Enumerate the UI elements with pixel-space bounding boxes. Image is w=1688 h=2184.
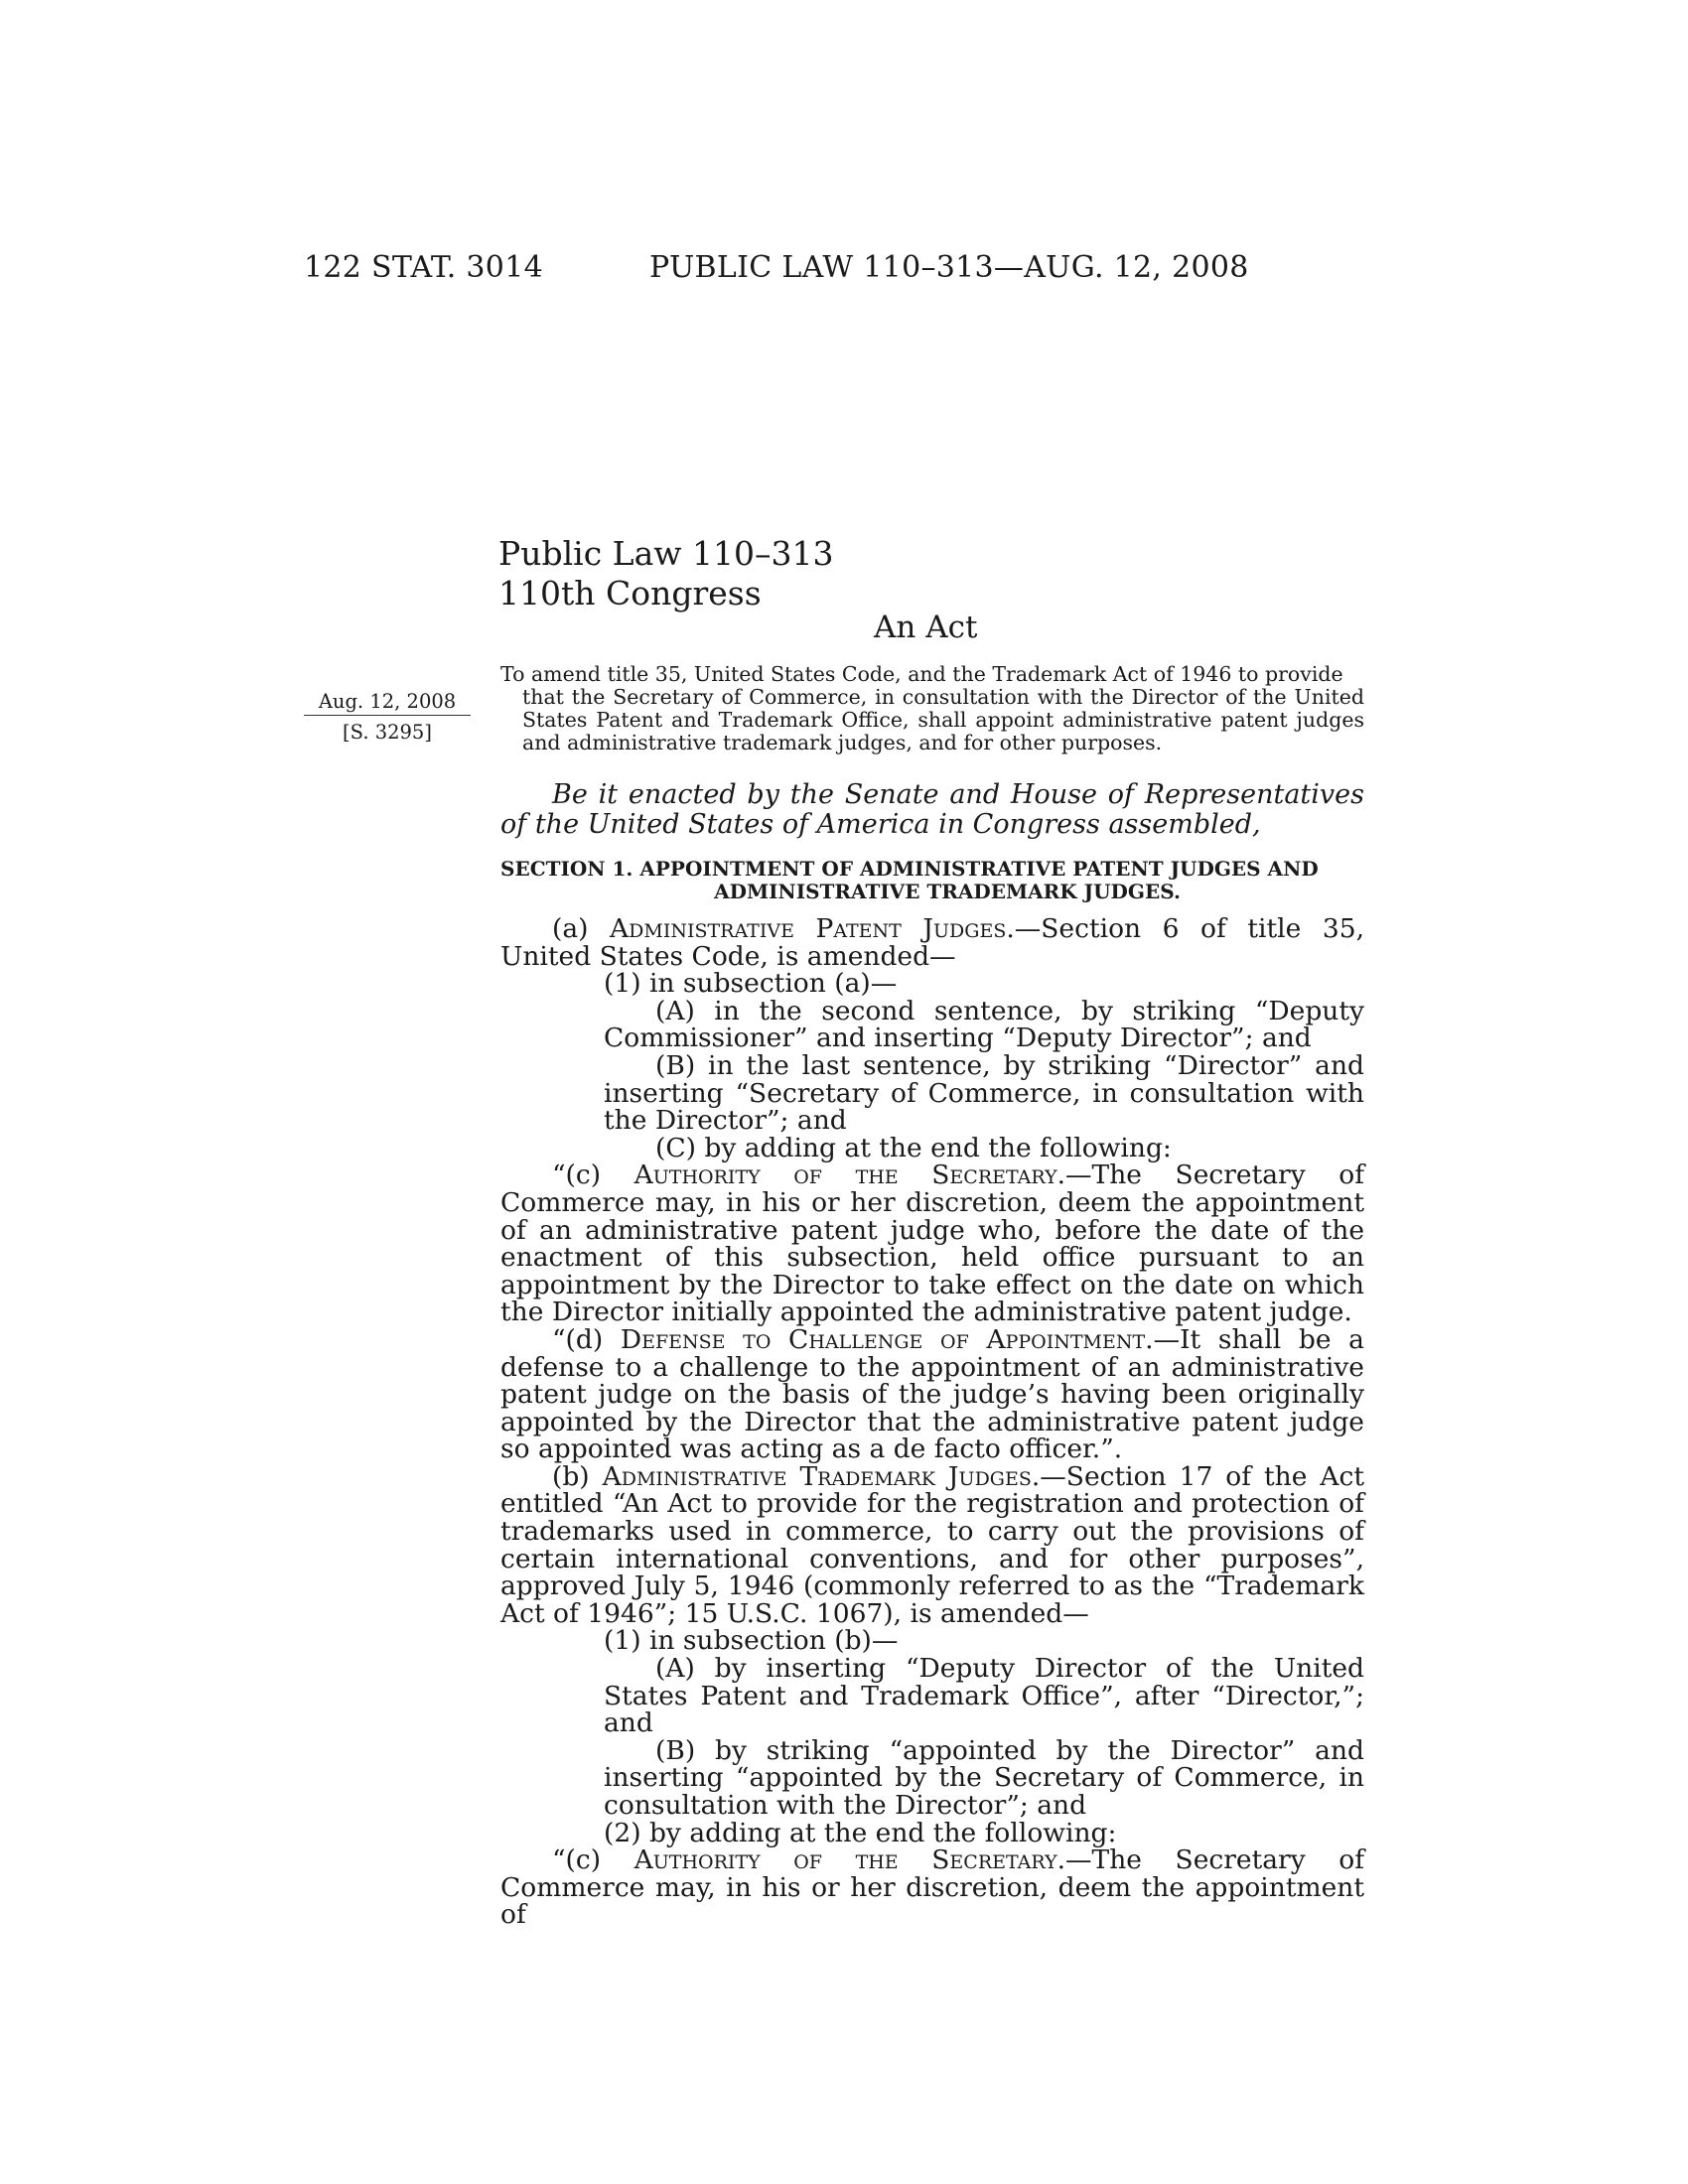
quoted-subsection-c: “(c) Authority of the Secretary.—The Secretary of Commerce may, in his or her discretion, deem the appointment of an administrative patent judge who, before the date of the enactment of this subsection, held office pursuant to an appointment by the Director to take effect on the date on which the Director initially appointed the administrative patent judge. [500,1160,1365,1328]
paragraph-a1: (1) in subsection (a)— [604,968,898,1000]
purpose-clause [500,663,1364,754]
section-body [500,915,1364,1929]
subsection-heading: Authority of the Secretary [633,1160,1057,1191]
quoted-subsection-d: “(d) Defense to Challenge of Appointment.—It shall be a defense to a challenge to the appointment of an administrative patent judge on the basis of the judge’s having been originally appointed by the Director that the administrative patent judge so appointed was acting as a de facto officer.”. [500,1323,1364,1465]
subsection-heading: Authority of the Secretary [633,1844,1057,1876]
margin-date: Aug. 12, 2008 [304,690,471,716]
page-number-stat: 122 STAT. 3014 [304,250,543,285]
public-law-number: Public Law 110–313 [498,534,834,573]
section-heading [500,858,1364,903]
clause-b1A: (A) by inserting “Deputy Director of the United States Patent and Trademark Office”, after “Director,”; and [604,1653,1364,1739]
margin-bill-number: [S. 3295] [343,721,432,744]
clause-a1C: (C) by adding at the end the following: [655,1132,1172,1163]
paragraph-b2: (2) by adding at the end the following: [604,1817,1117,1848]
purpose-continuation: that the Secretary of Commerce, in consultation with the Director of the United States Patent and Trademark Office, shall appoint administrative patent judges and administrative trademark judges, and for other purposes. [522,685,1364,754]
subsection-a: (a) Administrative Patent Judges.—Section 6 of title 35, United States Code, is amended— [500,913,1365,972]
subsection-heading: Administrative Patent Judges [610,913,1007,944]
running-header: PUBLIC LAW 110–313—AUG. 12, 2008 [649,250,1249,285]
subsection-b: (b) Administrative Trademark Judges.—Section 17 of the Act entitled “An Act to provide for the registration and protection of trademarks used in commerce, to carry out the provisions of certain international conventions, and for other purposes”, approved July 5, 1946 (commonly referred to as the “Trademark Act of 1946”; 15 U.S.C. 1067), is amended— [500,1460,1364,1629]
clause-a1A: (A) in the second sentence, by striking “Deputy Commissioner” and inserting “Deputy Director”; and [604,995,1364,1054]
section-heading-line1: SECTION 1. APPOINTMENT OF ADMINISTRATIVE PATENT JUDGES AND [500,857,1319,881]
act-title: An Act [874,610,978,645]
purpose-first-line: To amend title 35, United States Code, and the Trademark Act of 1946 to provide [500,662,1343,686]
paragraph-b1: (1) in subsection (b)— [604,1625,899,1657]
congress-number: 110th Congress [498,574,762,613]
subsection-heading: Administrative Trademark Judges [602,1460,1032,1492]
clause-a1B: (B) in the last sentence, by striking “Director” and inserting “Secretary of Commerce, in consultation with the Director”; and [604,1049,1364,1137]
enacting-clause: Be it enacted by the Senate and House of Representatives of the United States of America in Congress assembled, [500,779,1364,840]
public-law-heading [498,534,833,614]
subsection-heading: Defense to Challenge of Appointment [620,1323,1146,1355]
section-heading-line2: ADMINISTRATIVE TRADEMARK JUDGES. [714,880,1181,903]
clause-b1B: (B) by striking “appointed by the Director” and inserting “appointed by the Secretary of Commerce, in consultation with the Director”; and [604,1734,1364,1821]
quoted-subsection-c-trademark: “(c) Authority of the Secretary.—The Secretary of Commerce may, in his or her discretion, deem the appointment of [500,1844,1365,1931]
